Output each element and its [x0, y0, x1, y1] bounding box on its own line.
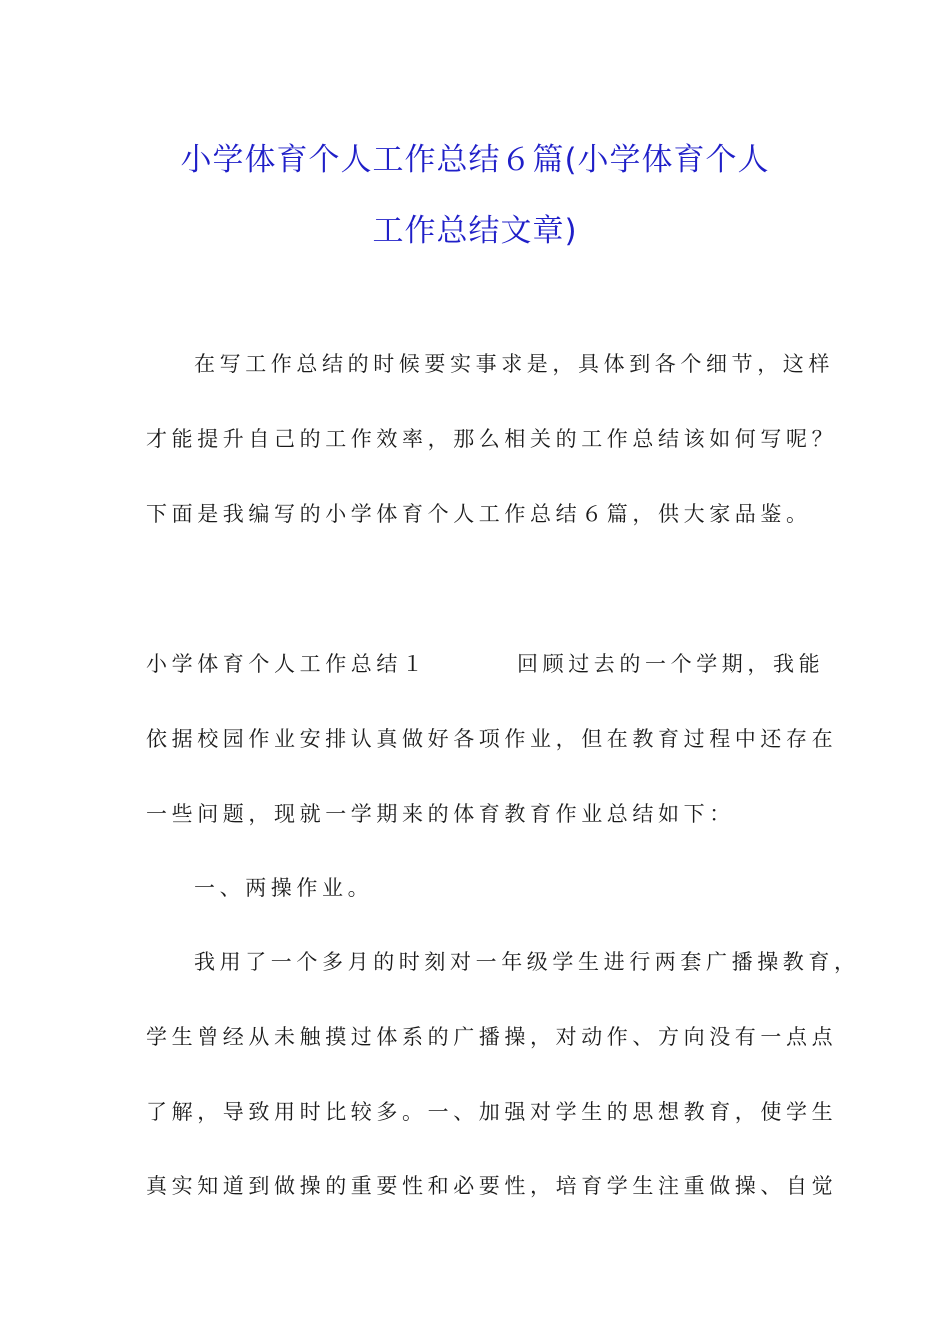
document-title-line-2: 工作总结文章): [372, 213, 578, 249]
document-title-line-1: 小学体育个人工作总结６篇(小学体育个人: [180, 142, 770, 178]
body-line-3: 了解，导致用时比较多。一、加强对学生的思想教育，使学生: [146, 1100, 838, 1124]
intro-line-2: 才能提升自己的工作效率，那么相关的工作总结该如何写呢？: [146, 427, 838, 451]
intro-line-1: 在写工作总结的时候要实事求是，具体到各个细节，这样: [194, 352, 834, 376]
section-lead-text: 回顾过去的一个学期，我能: [517, 652, 825, 676]
body-line-2: 学生曾经从未触摸过体系的广播操，对动作、方向没有一点点: [146, 1025, 838, 1049]
section-heading: 小学体育个人工作总结１: [146, 652, 428, 676]
subheading: 一、两操作业。: [194, 876, 374, 900]
intro-line-3: 下面是我编写的小学体育个人工作总结６篇，供大家品鉴。: [146, 502, 812, 526]
body-line-1: 我用了一个多月的时刻对一年级学生进行两套广播操教育，: [194, 950, 860, 974]
section-line-1: 依据校园作业安排认真做好各项作业，但在教育过程中还存在: [146, 727, 838, 751]
body-line-4: 真实知道到做操的重要性和必要性，培育学生注重做操、自觉: [146, 1174, 838, 1198]
section-line-2: 一些问题，现就一学期来的体育教育作业总结如下：: [146, 802, 735, 826]
